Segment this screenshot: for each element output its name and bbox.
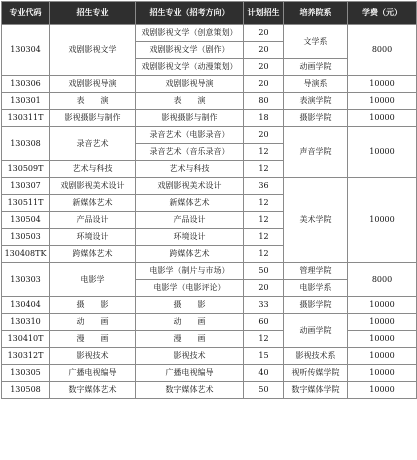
- major-cell: 表 演: [50, 93, 136, 110]
- plan-cell: 20: [244, 127, 284, 144]
- direction-cell: 电影学（电影评论）: [136, 280, 244, 297]
- code-cell: 130304: [2, 25, 50, 76]
- plan-cell: 12: [244, 144, 284, 161]
- major-cell: 影视技术: [50, 348, 136, 365]
- code-cell: 130307: [2, 178, 50, 195]
- code-cell: 130303: [2, 263, 50, 297]
- direction-cell: 摄 影: [136, 297, 244, 314]
- department-cell: 视听传媒学院: [284, 365, 348, 382]
- major-cell: 产品设计: [50, 212, 136, 229]
- department-cell: 文学系: [284, 25, 348, 59]
- department-cell: 摄影学院: [284, 110, 348, 127]
- plan-cell: 18: [244, 110, 284, 127]
- plan-cell: 15: [244, 348, 284, 365]
- plan-cell: 80: [244, 93, 284, 110]
- code-cell: 130504: [2, 212, 50, 229]
- table-row: [2, 365, 417, 382]
- fee-cell: 10000: [348, 110, 417, 127]
- direction-cell: 产品设计: [136, 212, 244, 229]
- fee-cell: 10000: [348, 297, 417, 314]
- table-row: [2, 314, 417, 331]
- fee-cell: 10000: [348, 76, 417, 93]
- direction-cell: 戏剧影视导演: [136, 76, 244, 93]
- plan-cell: 60: [244, 314, 284, 331]
- direction-cell: 广播电视编导: [136, 365, 244, 382]
- code-cell: 130305: [2, 365, 50, 382]
- direction-cell: 录音艺术（电影录音）: [136, 127, 244, 144]
- table-row: [2, 127, 417, 144]
- major-cell: 电影学: [50, 263, 136, 297]
- table-row: [2, 93, 417, 110]
- fee-cell: 10000: [348, 93, 417, 110]
- plan-cell: 40: [244, 365, 284, 382]
- department-cell: 动画学院: [284, 314, 348, 348]
- table-row: [2, 348, 417, 365]
- direction-cell: 戏剧影视文学（创意策划）: [136, 25, 244, 42]
- plan-cell: 12: [244, 212, 284, 229]
- major-cell: 摄 影: [50, 297, 136, 314]
- table-row: [2, 382, 417, 399]
- major-cell: 影视摄影与制作: [50, 110, 136, 127]
- header-department: 培养院系: [284, 2, 348, 25]
- major-cell: 艺术与科技: [50, 161, 136, 178]
- code-cell: 130404: [2, 297, 50, 314]
- major-cell: 广播电视编导: [50, 365, 136, 382]
- direction-cell: 录音艺术（音乐录音）: [136, 144, 244, 161]
- department-cell: 数字媒体学院: [284, 382, 348, 399]
- major-cell: 漫 画: [50, 331, 136, 348]
- plan-cell: 12: [244, 246, 284, 263]
- major-cell: 戏剧影视美术设计: [50, 178, 136, 195]
- fee-cell: 10000: [348, 314, 417, 331]
- plan-cell: 20: [244, 280, 284, 297]
- table-row: [2, 76, 417, 93]
- department-cell: 动画学院: [284, 59, 348, 76]
- fee-cell: 10000: [348, 348, 417, 365]
- plan-cell: 12: [244, 161, 284, 178]
- direction-cell: 环境设计: [136, 229, 244, 246]
- header-row: [2, 2, 417, 25]
- direction-cell: 数字媒体艺术: [136, 382, 244, 399]
- code-cell: 130306: [2, 76, 50, 93]
- code-cell: 130310: [2, 314, 50, 331]
- code-cell: 130503: [2, 229, 50, 246]
- plan-cell: 12: [244, 195, 284, 212]
- fee-cell: 8000: [348, 263, 417, 297]
- plan-cell: 12: [244, 331, 284, 348]
- plan-cell: 50: [244, 382, 284, 399]
- department-cell: 电影学系: [284, 280, 348, 297]
- major-cell: 戏剧影视导演: [50, 76, 136, 93]
- fee-cell: 10000: [348, 127, 417, 178]
- fee-cell: 10000: [348, 365, 417, 382]
- code-cell: 130511T: [2, 195, 50, 212]
- code-cell: 130508: [2, 382, 50, 399]
- fee-cell: 10000: [348, 331, 417, 348]
- department-cell: 美术学院: [284, 178, 348, 263]
- table-row: [2, 331, 417, 348]
- header-major: 招生专业: [50, 2, 136, 25]
- direction-cell: 影视技术: [136, 348, 244, 365]
- plan-cell: 36: [244, 178, 284, 195]
- code-cell: 130301: [2, 93, 50, 110]
- direction-cell: 新媒体艺术: [136, 195, 244, 212]
- fee-cell: 8000: [348, 25, 417, 76]
- plan-cell: 20: [244, 42, 284, 59]
- plan-cell: 33: [244, 297, 284, 314]
- fee-cell: 10000: [348, 382, 417, 399]
- department-cell: 声音学院: [284, 127, 348, 178]
- department-cell: 摄影学院: [284, 297, 348, 314]
- major-cell: 戏剧影视文学: [50, 25, 136, 76]
- table-row: [2, 25, 417, 42]
- plan-cell: 20: [244, 76, 284, 93]
- direction-cell: 艺术与科技: [136, 161, 244, 178]
- direction-cell: 跨媒体艺术: [136, 246, 244, 263]
- direction-cell: 戏剧影视文学（剧作）: [136, 42, 244, 59]
- code-cell: 130410T: [2, 331, 50, 348]
- major-cell: 数字媒体艺术: [50, 382, 136, 399]
- table-row: [2, 110, 417, 127]
- table-row: [2, 263, 417, 280]
- code-cell: 130311T: [2, 110, 50, 127]
- table-row: [2, 178, 417, 195]
- direction-cell: 漫 画: [136, 331, 244, 348]
- major-cell: 动 画: [50, 314, 136, 331]
- direction-cell: 电影学（制片与市场）: [136, 263, 244, 280]
- fee-cell: 10000: [348, 178, 417, 263]
- major-cell: 录音艺术: [50, 127, 136, 161]
- plan-cell: 12: [244, 229, 284, 246]
- direction-cell: 戏剧影视文学（动漫策划）: [136, 59, 244, 76]
- admissions-table: [1, 1, 417, 399]
- major-cell: 环境设计: [50, 229, 136, 246]
- major-cell: 新媒体艺术: [50, 195, 136, 212]
- direction-cell: 戏剧影视美术设计: [136, 178, 244, 195]
- department-cell: 导演系: [284, 76, 348, 93]
- header-code: 专业代码: [2, 2, 50, 25]
- department-cell: 表演学院: [284, 93, 348, 110]
- code-cell: 130408TK: [2, 246, 50, 263]
- code-cell: 130308: [2, 127, 50, 161]
- code-cell: 130312T: [2, 348, 50, 365]
- header-plan: 计划招生: [244, 2, 284, 25]
- code-cell: 130509T: [2, 161, 50, 178]
- header-fee: 学费（元）: [348, 2, 417, 25]
- department-cell: 管理学院: [284, 263, 348, 280]
- direction-cell: 表 演: [136, 93, 244, 110]
- plan-cell: 20: [244, 59, 284, 76]
- plan-cell: 50: [244, 263, 284, 280]
- table-row: [2, 297, 417, 314]
- department-cell: 影视技术系: [284, 348, 348, 365]
- major-cell: 跨媒体艺术: [50, 246, 136, 263]
- plan-cell: 20: [244, 25, 284, 42]
- direction-cell: 影视摄影与制作: [136, 110, 244, 127]
- direction-cell: 动 画: [136, 314, 244, 331]
- header-direction: 招生专业（招考方向）: [136, 2, 244, 25]
